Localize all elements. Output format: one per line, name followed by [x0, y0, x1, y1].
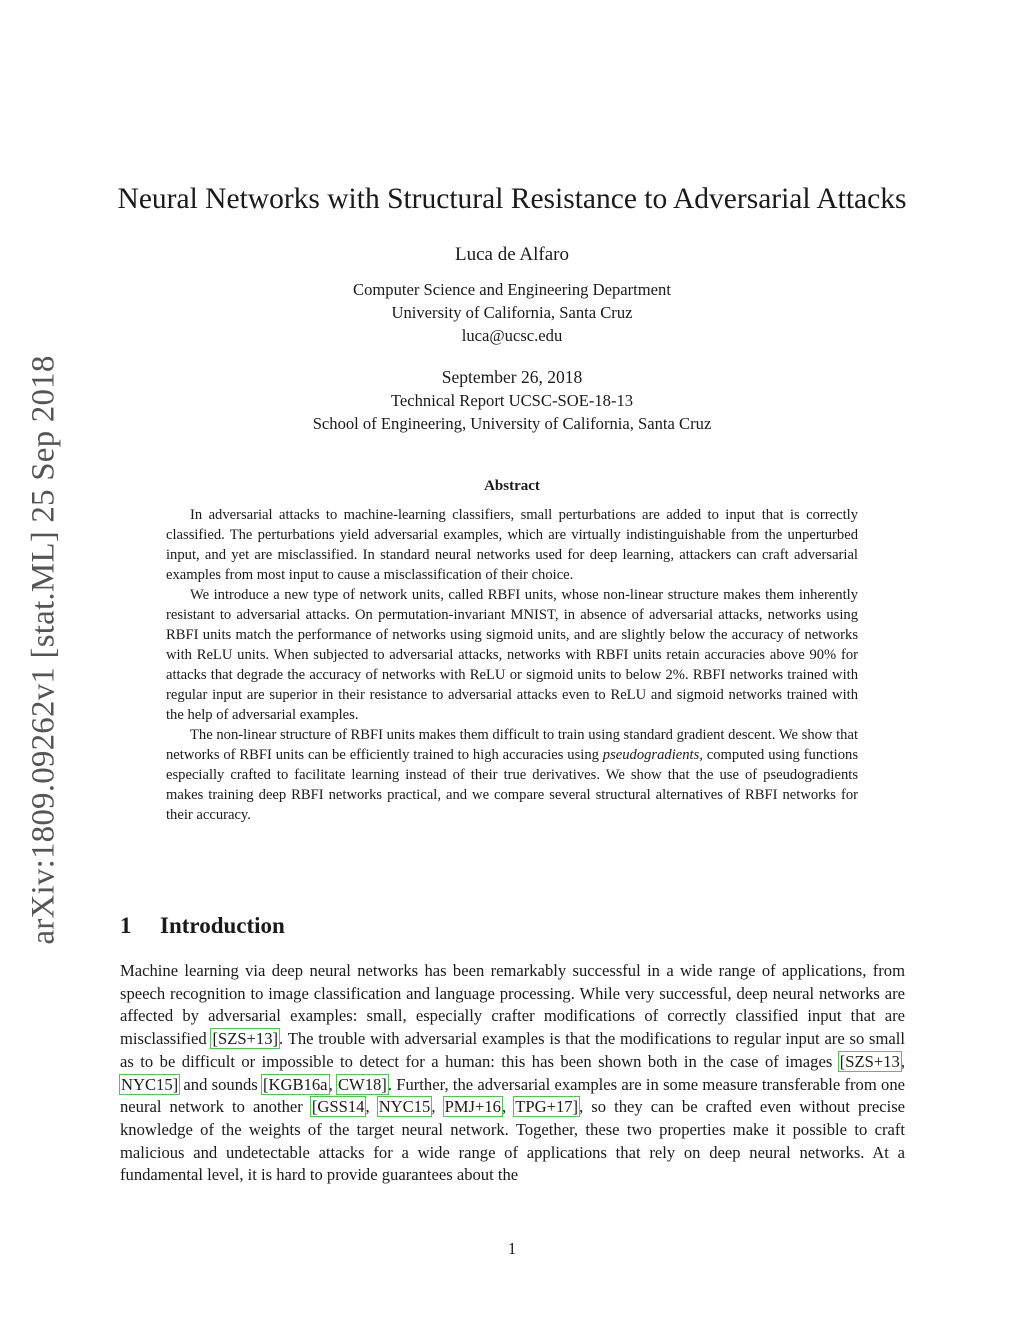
citation-link[interactable]: [GSS14 — [311, 1097, 365, 1117]
intro-text: , — [328, 1074, 337, 1094]
page-number: 1 — [507, 1239, 517, 1258]
intro-text: . The trouble with adversarial examples is that the modifications to regular input are so small as to be difficult or impossible to detect for a human: this has been shown both in the case of images — [120, 1029, 905, 1071]
intro-text: , so they can be crafted even without precise knowledge of the weights of the target neural network. Together, these two properties make it possible to craft malicious and undetectable attacks for a wide range of applications that rely on deep neural networks. At a fundamental level, it is hard to provide guarantees about the — [120, 1097, 906, 1185]
author-name: Luca de Alfaro — [455, 244, 569, 265]
paper-title: Neural Networks with Structural Resistance to Adversarial Attacks — [117, 183, 907, 215]
citation-link[interactable]: TPG+17] — [515, 1097, 579, 1117]
abstract-heading: Abstract — [484, 478, 540, 494]
citation-link[interactable]: [SZS+13] — [212, 1029, 279, 1049]
author-email[interactable]: luca@ucsc.edu — [461, 326, 563, 345]
intro-text: , — [365, 1097, 378, 1117]
school-affiliation: School of Engineering, University of California, Santa Cruz — [312, 414, 712, 433]
date-report-block — [0, 366, 1024, 435]
abstract-body — [166, 505, 858, 825]
citation-link[interactable]: [SZS+13 — [839, 1051, 900, 1071]
intro-text: . Further, the adversarial examples are in some measure transferable from one neural network to another — [120, 1074, 905, 1117]
section-number: 1 — [120, 913, 132, 938]
section-title: Introduction — [160, 913, 285, 938]
intro-text: , — [431, 1097, 444, 1117]
citation-link[interactable]: CW18] — [337, 1074, 387, 1094]
citation-link[interactable]: PMJ+16 — [444, 1097, 501, 1117]
affiliation-university: University of California, Santa Cruz — [391, 303, 633, 322]
section-heading — [120, 913, 285, 939]
intro-text: and sounds — [179, 1074, 263, 1094]
citation-link[interactable]: [KGB16a — [263, 1074, 328, 1094]
abstract-paragraph: In adversarial attacks to machine-learning classifiers, small perturbations are added to input that is correctly classified. The perturbations yield adversarial examples, which are virtually indistinguishable from the unperturbed input, and yet are misclassified. In standard neural networks used for deep learning, attackers can craft adversarial examples from most input to cause a misclassification of their choice. — [166, 507, 858, 583]
intro-text: , — [501, 1097, 515, 1117]
affiliation-department: Computer Science and Engineering Department — [353, 280, 671, 299]
abstract-text: The non-linear structure of RBFI units makes them difficult to train using standard gradient descent. We show that networks of RBFI units can be efficiently trained to high accuracies using — [166, 727, 858, 763]
intro-text: Machine learning via deep neural networks has been remarkably successful in a wide range of applications, from speech recognition to image classification and language processing. While very successful, deep neural networks are affected by adversarial examples: small, especially crafter modifications of correctly classified input that are misclassified — [120, 961, 905, 1049]
abstract-paragraph: We introduce a new type of network units, called RBFI units, whose non-linear structure makes them inherently resistant to adversarial attacks. On permutation-invariant MNIST, in absence of adversarial attacks, networks using RBFI units match the performance of networks using sigmoid units, and are slightly below the accuracy of networks with ReLU units. When subjected to adversarial attacks, networks with RBFI units retain accuracies above 90% for attacks that degrade the accuracy of networks with ReLU or sigmoid units to below 2%. RBFI networks trained with regular input are superior in their resistance to adversarial attacks even to ReLU and sigmoid networks trained with the help of adversarial examples. — [166, 587, 858, 723]
abstract-paragraph — [166, 725, 858, 825]
technical-report-number: Technical Report UCSC-SOE-18-13 — [390, 391, 634, 410]
introduction-paragraph — [120, 960, 905, 1187]
arxiv-identifier-stamp: arXiv:1809.09262v1 [stat.ML] 25 Sep 2018 — [25, 355, 62, 945]
citation-link[interactable]: NYC15] — [121, 1074, 179, 1094]
affiliation-block — [0, 278, 1024, 347]
abstract-text: computed using functions especially crafted to facilitate learning instead of their true derivatives. We show that the use of pseudogradients makes training deep RBFI networks practical, and we compare several structural alternatives of RBFI networks for their accuracy. — [166, 747, 859, 823]
citation-link[interactable]: NYC15 — [378, 1097, 431, 1117]
emphasized-term: pseudogradients, — [602, 747, 703, 763]
intro-text: , — [900, 1051, 905, 1071]
paper-date: September 26, 2018 — [441, 367, 583, 387]
